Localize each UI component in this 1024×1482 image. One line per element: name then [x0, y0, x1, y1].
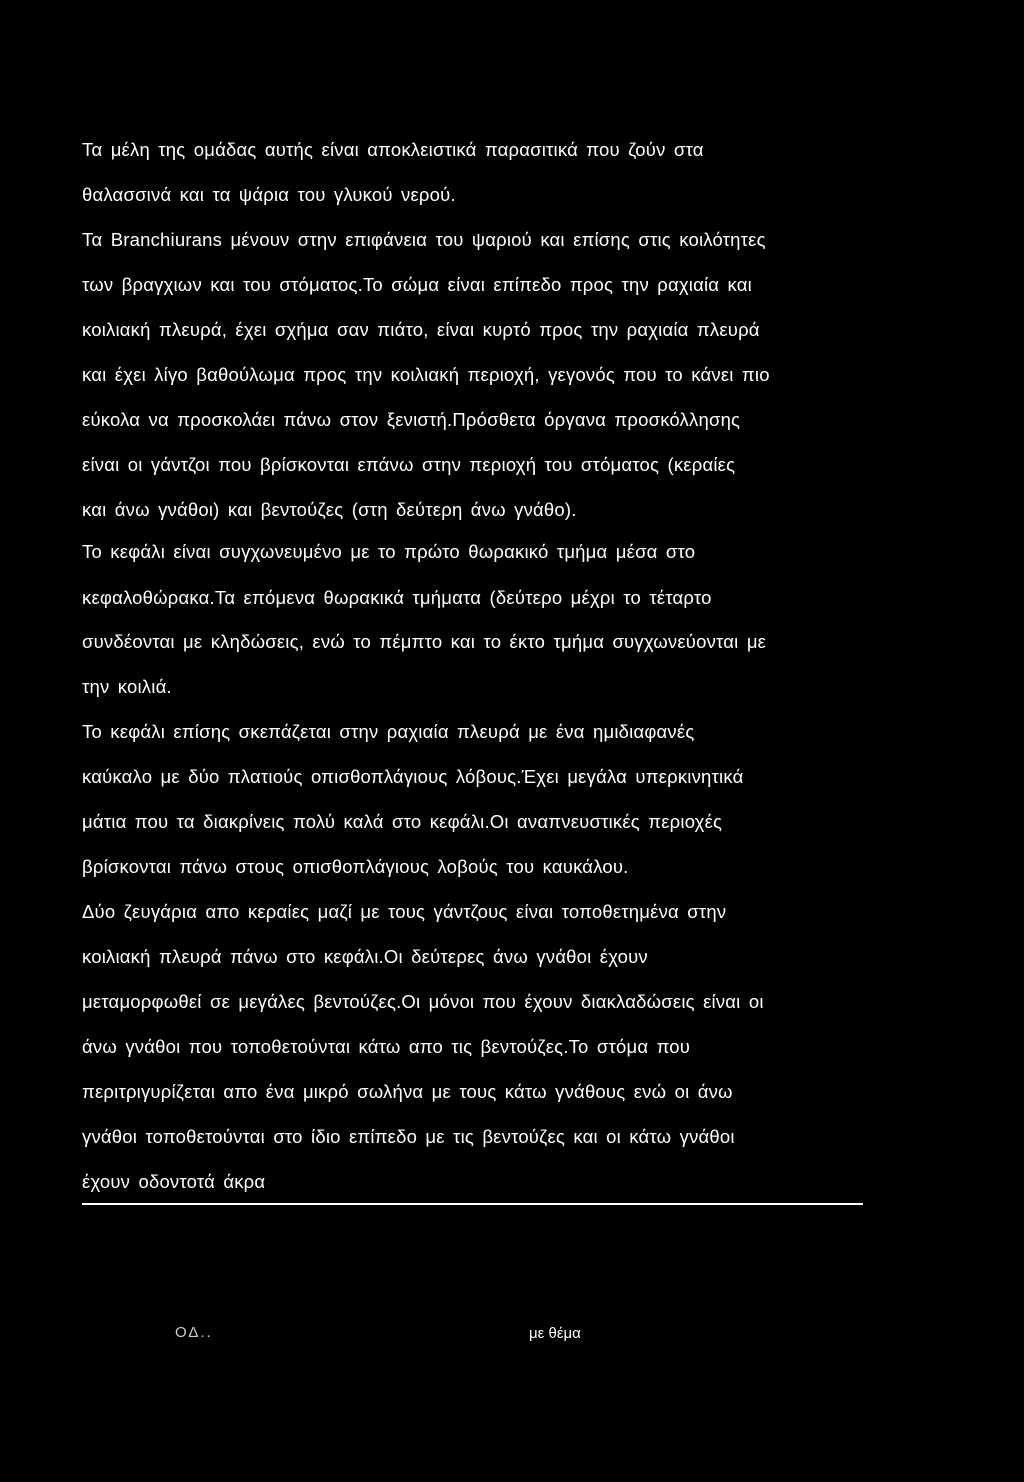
- text-line: θαλασσινά και τα ψάρια του γλυκού νερού.: [82, 184, 456, 205]
- text-line: εύκολα να προσκολάει πάνω στον ξενιστή.Πρόσθετα όργανα προσκόλλησης: [82, 409, 741, 430]
- text-line: είναι οι γάντζοι που βρίσκονται επάνω στην περιοχή του στόματος (κεραίες: [82, 454, 736, 475]
- text-line: Τα Branchiurans μένουν στην επιφάνεια του ψαριού και επίσης στις κοιλότητες: [82, 229, 766, 250]
- text-line: των βραγχιων και του στόματος.Το σώμα είναι επίπεδο προς την ραχιαία και: [82, 274, 752, 295]
- text-line: και έχει λίγο βαθούλωμα προς την κοιλιακή περιοχή, γεγονός που το κάνει πιο: [82, 364, 770, 385]
- text-line: μάτια που τα διακρίνεις πολύ καλά στο κεφάλι.Οι αναπνευστικές περιοχές: [82, 811, 723, 832]
- text-line: την κοιλιά.: [82, 676, 172, 697]
- text-line: μεταμορφωθεί σε μεγάλες βεντούζες.Οι μόνοι που έχουν διακλαδώσεις είναι οι: [82, 991, 764, 1012]
- text-line: έχουν οδοντοτά άκρα: [82, 1171, 266, 1192]
- text-line: κεφαλοθώρακα.Τα επόμενα θωρακικά τμήματα (δεύτερο μέχρι το τέταρτο: [82, 587, 712, 608]
- text-line: Δύο ζευγάρια απο κεραίες μαζί με τους γάντζους είναι τοποθετημένα στην: [82, 901, 727, 922]
- text-line: Το κεφάλι επίσης σκεπάζεται στην ραχιαία πλευρά με ένα ημιδιαφανές: [82, 721, 695, 742]
- text-line: συνδέονται με κληδώσεις, ενώ το πέμπτο και το έκτο τμήμα συγχωνεύονται με: [82, 631, 767, 652]
- footer-left-text: ΟΔ..: [175, 1324, 213, 1341]
- text-line: κοιλιακή πλευρά πάνω στο κεφάλι.Οι δεύτερες άνω γνάθοι έχουν: [82, 946, 648, 967]
- text-line: καύκαλο με δύο πλατιούς οπισθοπλάγιους λόβους.Έχει μεγάλα υπερκινητικά: [82, 766, 744, 787]
- text-line: βρίσκονται πάνω στους οπισθοπλάγιους λοβούς του καυκάλου.: [82, 856, 629, 877]
- text-line: άνω γνάθοι που τοποθετούνται κάτω απο τις βεντούζες.Το στόμα που: [82, 1036, 691, 1057]
- text-line: Τα μέλη της ομάδας αυτής είναι αποκλειστικά παρασιτικά που ζούν στα: [82, 139, 704, 160]
- text-line: γνάθοι τοποθετούνται στο ίδιο επίπεδο με τις βεντούζες και οι κάτω γνάθοι: [82, 1126, 735, 1147]
- text-line: Το κεφάλι είναι συγχωνευμένο με το πρώτο θωρακικό τμήμα μέσα στο: [82, 541, 696, 562]
- footer-right-text: με θέμα: [529, 1325, 581, 1342]
- text-line: περιτριγυρίζεται απο ένα μικρό σωλήνα με τους κάτω γνάθους ενώ οι άνω: [82, 1081, 733, 1102]
- footer-divider: [82, 1203, 863, 1205]
- text-line: κοιλιακή πλευρά, έχει σχήμα σαν πιάτο, είναι κυρτό προς την ραχιαία πλευρά: [82, 319, 760, 340]
- text-line: και άνω γνάθοι) και βεντούζες (στη δεύτερη άνω γνάθο).: [82, 499, 577, 520]
